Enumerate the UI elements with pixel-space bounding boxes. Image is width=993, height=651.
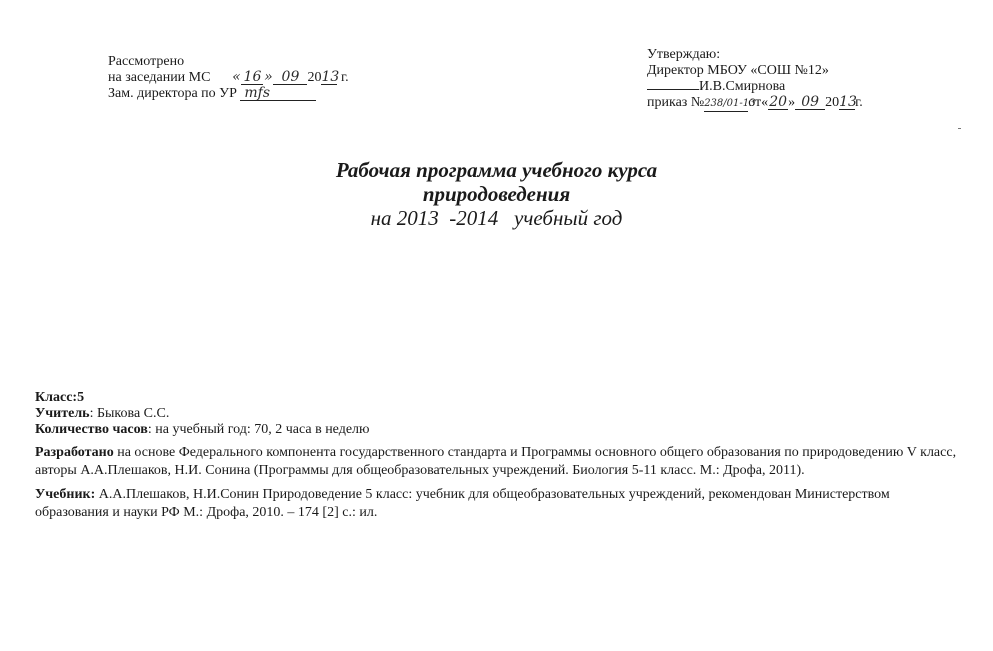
director-name: И.В.Смирнова bbox=[699, 79, 786, 94]
meeting-line bbox=[108, 70, 349, 86]
hours-row bbox=[35, 422, 965, 438]
meeting-day: 16 bbox=[241, 70, 263, 85]
document-title: Рабочая программа учебного курса bbox=[335, 158, 658, 182]
class-row bbox=[35, 390, 965, 406]
director-label: Директор МБОУ «СОШ №12» bbox=[647, 63, 829, 78]
date-open-quote: « bbox=[232, 69, 241, 85]
order-number: 238/01-13 bbox=[704, 97, 748, 112]
scan-speck bbox=[958, 128, 961, 129]
director-signature-line bbox=[647, 79, 863, 95]
document-title-block bbox=[0, 158, 993, 230]
hours-value: : на учебный год: 70, 2 часа в неделю bbox=[147, 422, 370, 437]
deputy-label: Зам. директора по УР bbox=[108, 86, 237, 101]
order-year-suffix: 13 bbox=[839, 94, 857, 110]
textbook-label: Учебник: bbox=[35, 487, 96, 502]
developed-paragraph bbox=[35, 444, 965, 480]
meeting-year-suffix: 13 bbox=[321, 69, 340, 85]
approve-label: Утверждаю: bbox=[647, 47, 721, 62]
textbook-value: А.А.Плешаков, Н.И.Сонин Природоведение 5 класс: учебник для общеобразовательных учреждений, рекомендован Министерством образования и науки РФ М.: Дрофа, 2010. – 174 [2] с.: ил. bbox=[35, 487, 890, 520]
order-label: приказ № bbox=[647, 95, 705, 110]
teacher-label: Учитель bbox=[35, 406, 90, 421]
approval-left-block bbox=[108, 54, 349, 102]
meeting-year-prefix: 20 bbox=[307, 70, 322, 85]
order-line bbox=[647, 95, 863, 112]
teacher-row bbox=[35, 406, 965, 422]
director-signature-blank bbox=[647, 89, 699, 90]
developed-label: Разработано bbox=[35, 445, 114, 460]
meeting-year-tail: г. bbox=[337, 70, 349, 85]
subject-title: природоведения bbox=[422, 182, 571, 206]
developed-value: на основе Федерального компонента государственного стандарта и Программы основного общего образования по природоведению V класс, авторы А.А.Плешаков, Н.И. Сонина (Программы для общеобразовательных учреждений. Биология 5-11 класс. М.: Дрофа, 2011). bbox=[35, 445, 957, 478]
hours-label: Количество часов bbox=[35, 422, 148, 437]
deputy-signature: mfs bbox=[240, 86, 316, 101]
considered-label: Рассмотрено bbox=[108, 54, 185, 69]
order-year-prefix: 20 bbox=[825, 95, 840, 110]
order-day: 20 bbox=[769, 94, 788, 110]
textbook-paragraph bbox=[35, 486, 965, 522]
approval-right-block bbox=[647, 47, 863, 112]
order-year-tail: г. bbox=[855, 95, 863, 110]
meeting-label: на заседании МС bbox=[108, 70, 211, 85]
course-info-block bbox=[35, 390, 965, 522]
order-from-label: от« bbox=[748, 95, 769, 110]
meeting-month: 09 bbox=[273, 70, 307, 85]
class-label: Класс:5 bbox=[35, 390, 85, 405]
order-month: 09 bbox=[795, 95, 825, 110]
order-close-quote: » bbox=[788, 95, 796, 110]
deputy-line bbox=[108, 86, 349, 102]
teacher-value: : Быкова С.С. bbox=[89, 406, 170, 421]
date-close-quote: » bbox=[264, 69, 273, 85]
academic-year: на 2013 -2014 учебный год bbox=[370, 206, 623, 230]
